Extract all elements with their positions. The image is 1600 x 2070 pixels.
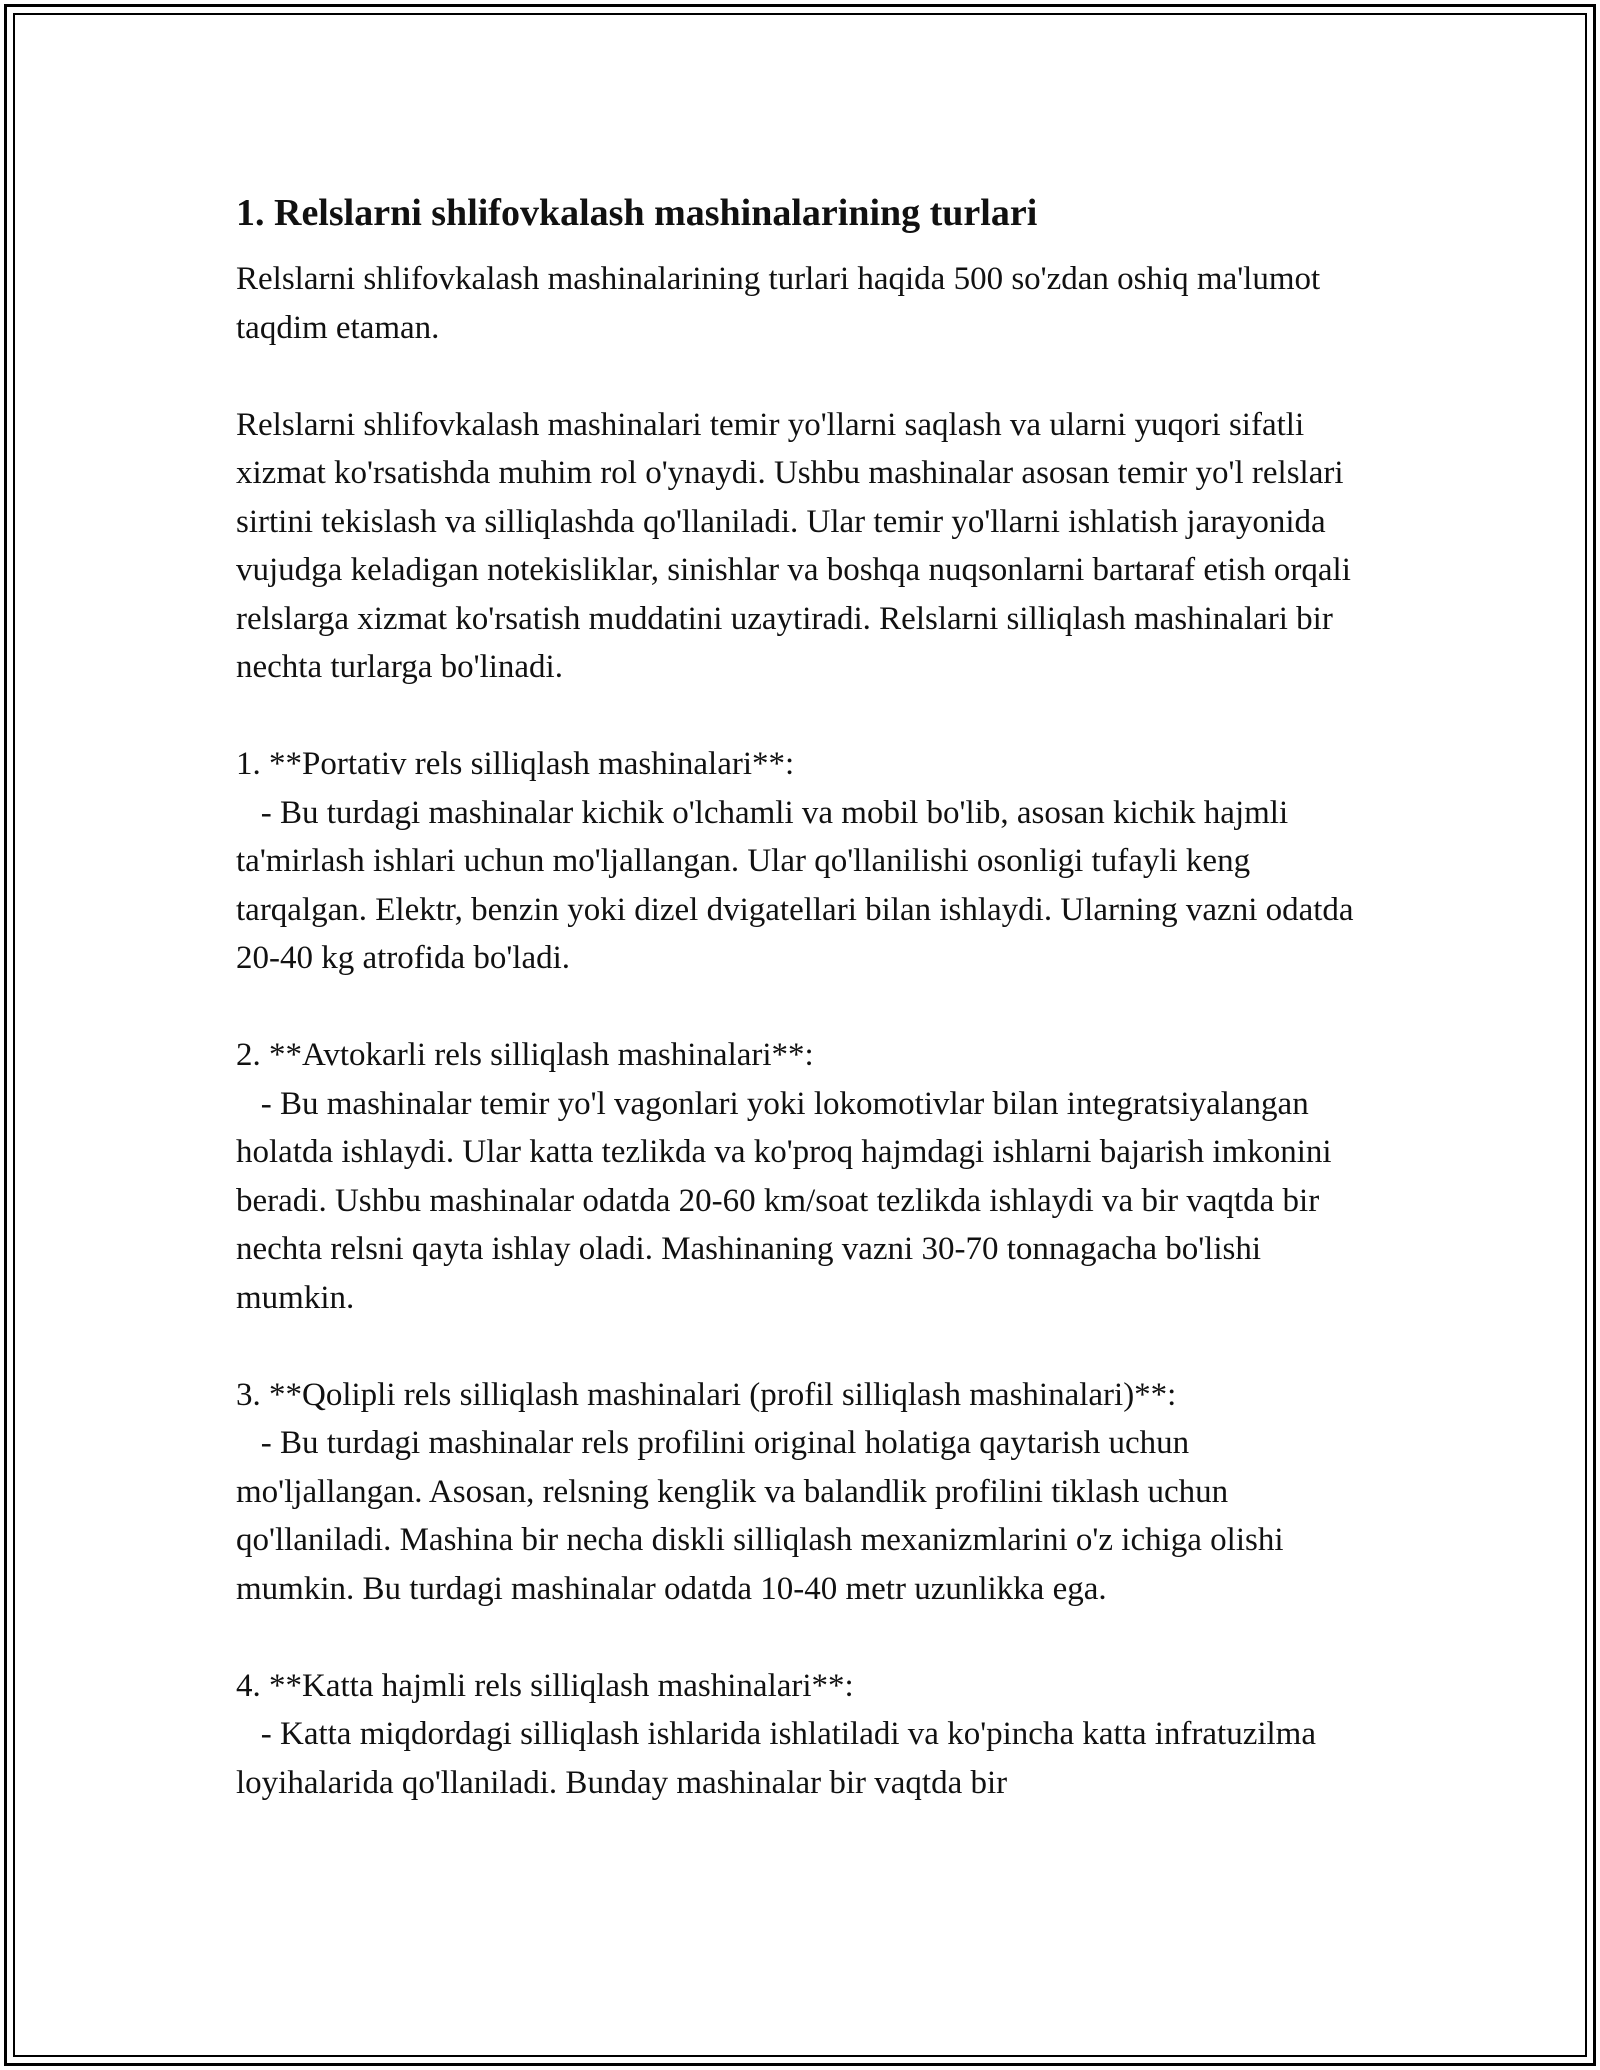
list-item-profile: 3. **Qolipli rels silliqlash mashinalari (profil silliqlash mashinalari)**: - Bu turdagi mashinalar rels profilini original holatiga qaytarish uchun mo'ljallangan. Asosan, relsning kenglik va balandlik profilini tiklash uchun qo'llaniladi. Mashina bir necha diskli silliqlash mexanizmlarini o'z ichiga olishi mumkin. Bu turdagi mashinalar odatda 10-40 metr uzunlikka ega.: [236, 1376, 1284, 1607]
overview-paragraph: Relslarni shlifovkalash mashinalari temir yo'llarni saqlash va ularni yuqori sifatli xizmat ko'rsatishda muhim rol o'ynaydi. Ushbu mashinalar asosan temir yo'l relslari sirtini tekislash va silliqlashda qo'llaniladi. Ular temir yo'llarni ishlatish jarayonida vujudga keladigan notekisliklar, sinishlar va boshqa nuqsonlarni bartaraf etish orqali relslarga xizmat ko'rsatish muddatini uzaytiradi. Relslarni silliqlash mashinalari bir nechta turlarga bo'linadi.: [236, 406, 1360, 685]
list-item-autocar: 2. **Avtokarli rels silliqlash mashinalari**: - Bu mashinalar temir yo'l vagonlari yoki lokomotivlar bilan integratsiyalangan holatda ishlaydi. Ular katta tezlikda va ko'proq hajmdagi ishlarni bajarish imkonini beradi. Ushbu mashinalar odatda 20-60 km/soat tezlikda ishlaydi va bir vaqtda bir nechta relsni qayta ishlay oladi. Mashinaning vazni 30-70 tonnagacha bo'lishi mumkin.: [236, 1037, 1332, 1316]
document-title: 1. Relslarni shlifovkalash mashinalarining turlari: [236, 192, 1038, 234]
intro-paragraph: Relslarni shlifovkalash mashinalarining turlari haqida 500 so'zdan oshiq ma'lumot taqdim etaman.: [236, 261, 1329, 346]
list-item-large-scale: 4. **Katta hajmli rels silliqlash mashinalari**: - Katta miqdordagi silliqlash ishlarida ishlatiladi va ko'pincha katta infratuzilma loyihalarida qo'llaniladi. Bunday mashinalar bir vaqtda bir: [236, 1667, 1316, 1801]
document-body: [236, 185, 1366, 1807]
list-item-portable: 1. **Portativ rels silliqlash mashinalari**: - Bu turdagi mashinalar kichik o'lchamli va mobil bo'lib, asosan kichik hajmli ta'mirlash ishlari uchun mo'ljallangan. Ular qo'llanilishi osonligi tufayli keng tarqalgan. Elektr, benzin yoki dizel dvigatellari bilan ishlaydi. Ularning vazni odatda 20-40 kg atrofida bo'ladi.: [236, 746, 1354, 976]
